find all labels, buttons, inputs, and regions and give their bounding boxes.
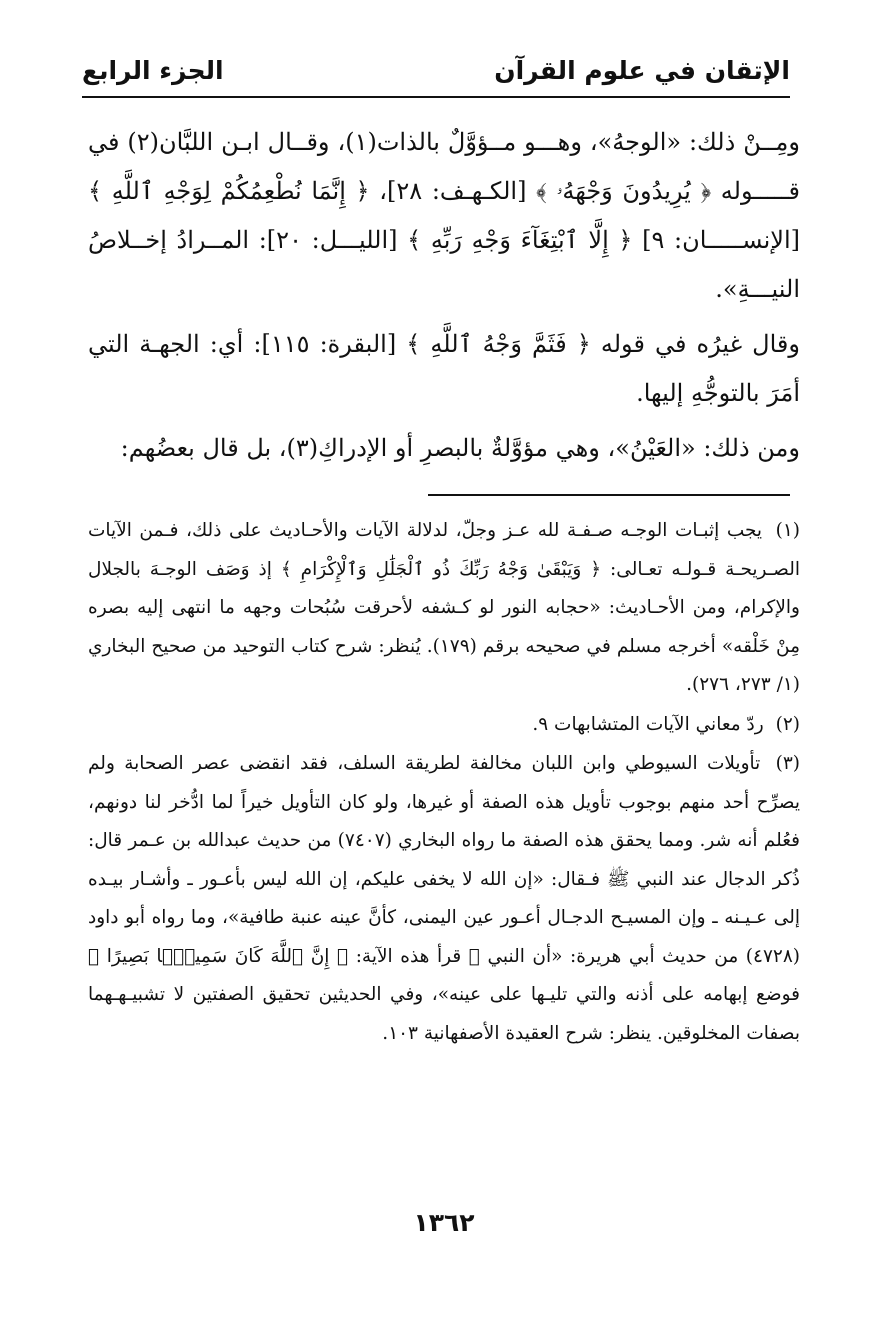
footnotes: [88, 512, 800, 1054]
footnote-number: (٣): [775, 753, 800, 774]
footnote-2: [88, 706, 800, 745]
page-number: ١٣٦٢: [413, 1208, 475, 1237]
footnote-text: ردّ معاني الآيات المتشابهات ٩.: [532, 713, 764, 735]
main-paragraph-3: ومن ذلك: «العَيْنُ»، وهي مؤوَّلةٌ بالبصرِ أو الإدراكِ(٣)، بل قال بعضُهم:: [120, 434, 800, 462]
book-title: الإتقان في علوم القرآن: [494, 56, 790, 85]
footnote-text: تأويلات السيوطي وابن اللبان مخالفة لطريقة السلف، فقد انقضى عصر الصحابة ولم يصرِّح أحد منهم بوجوب تأويل هذه الصفة أو غيرها، ولو كان التأويل خيراً لما ادُّخر لنا دونهم، فعُلم أنه شر. ومما يحقق هذه الصفة ما رواه البخاري (٧٤٠٧) من حديث عبدالله بن عـمر قال: ذُكر الدجال عند النبي ﷺ فـقال: «إن الله لا يخفى عليكم، إن الله ليس بأعـور ـ وأشـار بيـده إلى عـيـنه ـ وإن المسيـح الدجـال أعـور عين اليمنى، كأنَّ عينه عنبة طافية»، وما رواه أبو داود (٤٧٢٨) من حديث أبي هريرة: «أن النبي ﷺ قرأ هذه الآية: ﴿ إِنَّ ٱللَّهَ كَانَ سَمِيعًۢا بَصِيرًا ﴾ فوضع إبهامه على أذنه والتي تليـها على عينه»، وفي الحديثين تحقيق الصفتين لا تشبيـهـهما بصفات المخلوقين. ينظر: شرح العقيدة الأصفهانية ١٠٣.: [88, 753, 800, 1044]
footnote-number: (١): [775, 520, 800, 541]
part-label: الجزء الرابع: [82, 56, 224, 85]
footnote-3: [88, 745, 800, 1053]
main-paragraph-1: ومِــنْ ذلك: «الوجهُ»، وهـــو مــؤوَّلٌ بالذات(١)، وقــال ابـن اللبَّان(٢) في قـــــوله ﴿ يُرِيدُونَ وَجْهَهُۥ ﴾ [الكـهـف: ٢٨]، ﴿ إِنَّمَا نُطْعِمُكُمْ لِوَجْهِ ٱللَّهِ ﴾ [الإنســـــان: ٩] ﴿ إِلَّا ٱبْتِغَآءَ وَجْهِ رَبِّهِ ﴾ [الليـــل: ٢٠]: المــرادُ إخــلاصُ النيـــةِ».: [88, 128, 800, 303]
main-paragraph-2: وقال غيرُه في قوله ﴿ فَثَمَّ وَجْهُ ٱللَّهِ ﴾ [البقرة: ١١٥]: أي: الجهـة التي أمَرَ بالتوجُّهِ إليها.: [88, 330, 800, 407]
footnote-separator: [428, 494, 790, 496]
footnote-number: (٢): [775, 713, 800, 735]
footnote-text: يجب إثبـات الوجـه صـفـة لله عـز وجلّ، لدلالة الآيات والأحـاديث على ذلك، فـمن الآيات الصـريحـة قـولـه تعـالى: ﴿ وَيَبْقَىٰ وَجْهُ رَبِّكَ ذُو ٱلْجَلَٰلِ وَٱلْإِكْرَامِ ﴾ إذ وَصَف الوجـهَ بالجلال والإكرام، ومن الأحـاديث: «حجابه النور لو كـشفه لأحرقت سُبُحات وجهه ما انتهى إليه بصره مِنْ خَلْقه» أخرجه مسلم في صحيحه برقم (١٧٩). يُنظر: شرح كتاب التوحيد من صحيح البخاري (١/ ٢٧٣، ٢٧٦).: [88, 520, 801, 695]
main-text: [88, 118, 800, 479]
footnote-1: [88, 512, 800, 705]
page-header: [82, 48, 790, 98]
